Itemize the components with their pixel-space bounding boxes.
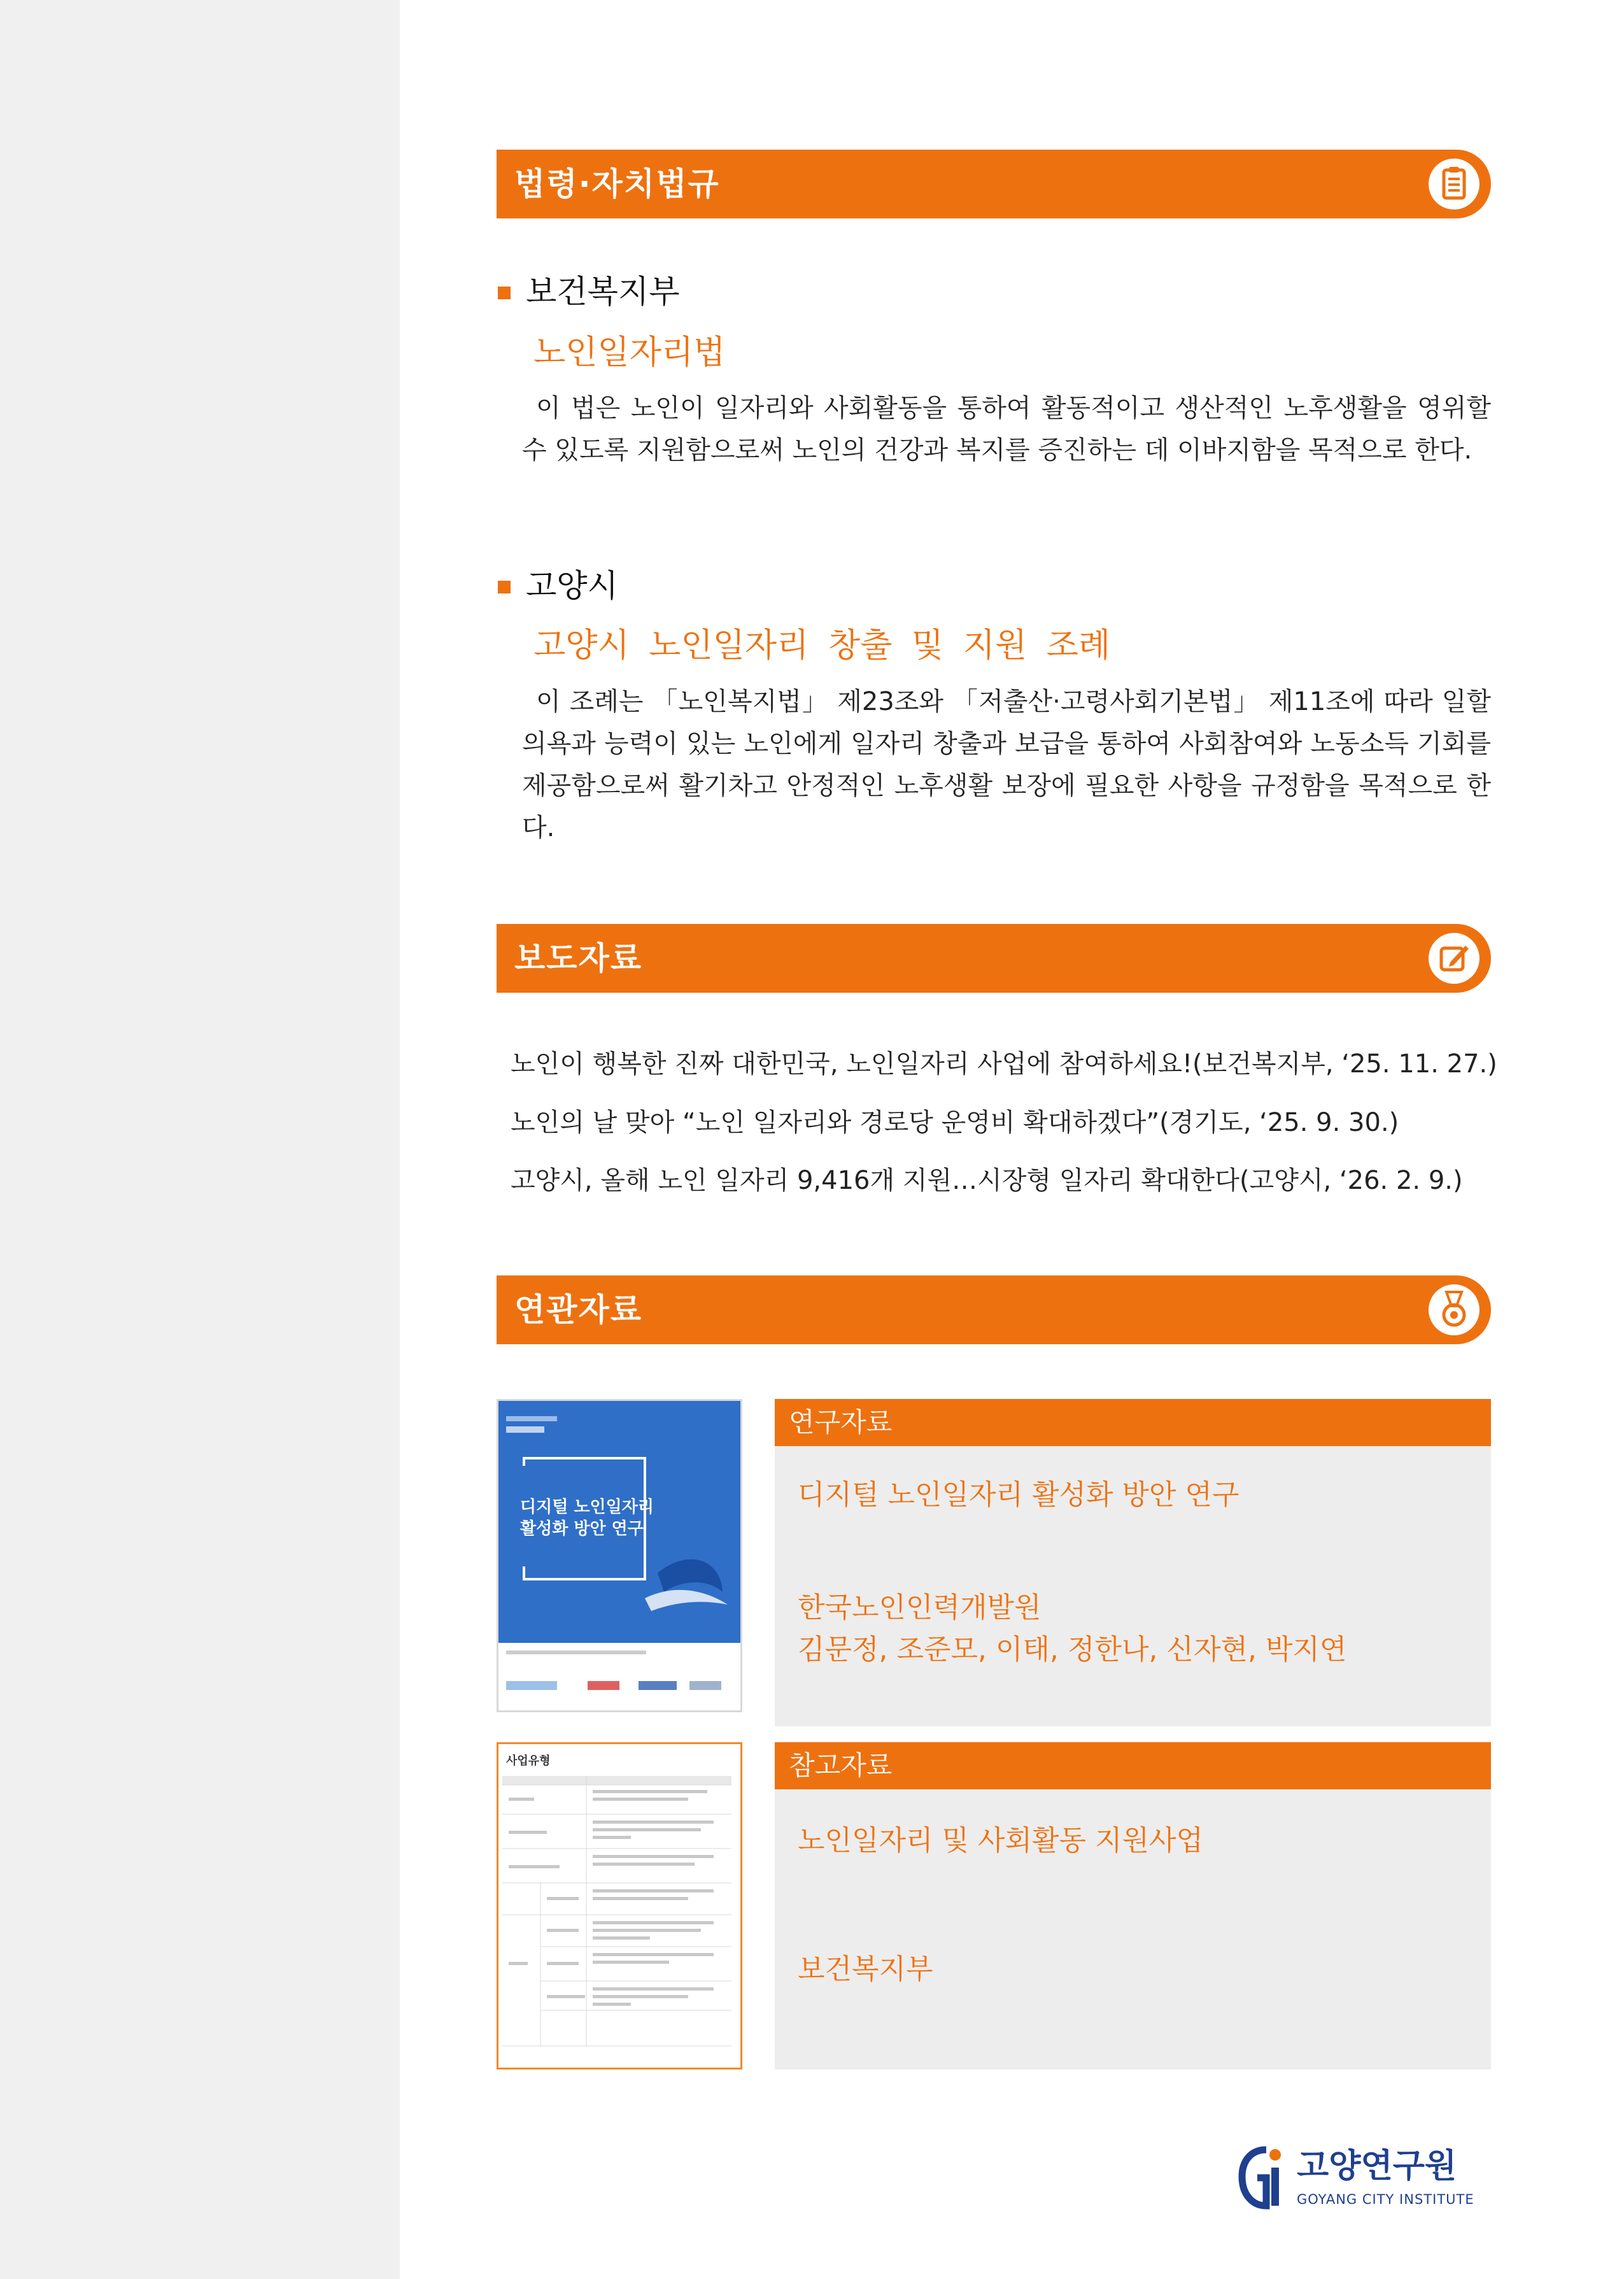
research-box-label: 연구자료	[775, 1399, 1491, 1446]
thumbnail-table-graphic	[502, 1776, 738, 2062]
law-group-1-org: 보건복지부	[526, 273, 680, 310]
institute-logo	[1238, 2142, 1491, 2219]
law-section-title: 법령·자치법규	[514, 166, 720, 202]
research-publisher: 한국노인인력개발원	[798, 1591, 1041, 1624]
square-bullet-icon	[498, 581, 511, 593]
square-bullet-icon	[498, 287, 511, 299]
related-section-header	[497, 1275, 1491, 1344]
reference-box-label: 참고자료	[775, 1742, 1491, 1789]
reference-thumbnail[interactable]	[497, 1742, 742, 2070]
left-margin-panel	[0, 0, 400, 2279]
reference-title[interactable]: 노인일자리 및 사회활동 지원사업	[798, 1824, 1204, 1857]
law-section-header	[497, 150, 1491, 218]
reference-box	[775, 1742, 1491, 2070]
press-item[interactable]: 노인의 날 맞아 “노인 일자리와 경로당 운영비 확대하겠다”(경기도, ‘25. 9. 30.)	[511, 1108, 1399, 1137]
law-group-1-law-name: 노인일자리법	[533, 334, 726, 372]
press-section-header	[497, 924, 1491, 993]
law-group-2-org: 고양시	[526, 567, 618, 604]
medal-icon	[1429, 1284, 1479, 1335]
reference-publisher: 보건복지부	[798, 1953, 933, 1985]
law-group-1-description: 이 법은 노인이 일자리와 사회활동을 통하여 활동적이고 생산적인 노후생활을 영위할 수 있도록 지원함으로써 노인의 건강과 복지를 증진하는 데 이바지함을 목적으로 한다.	[522, 394, 1491, 465]
edit-icon	[1429, 933, 1479, 984]
press-item[interactable]: 노인이 행복한 진짜 대한민국, 노인일자리 사업에 참여하세요!(보건복지부, ‘25. 11. 27.)	[511, 1049, 1497, 1079]
research-title[interactable]: 디지털 노인일자리 활성화 방안 연구	[798, 1479, 1239, 1511]
logo-english-name: GOYANG CITY INSTITUTE	[1297, 2192, 1474, 2207]
cover-title: 디지털 노인일자리 활성화 방안 연구	[520, 1498, 654, 1538]
research-box	[775, 1399, 1491, 1726]
logo-korean-name: 고양연구원	[1297, 2147, 1457, 2185]
research-authors: 김문정, 조준모, 이태, 정한나, 신자현, 박지연	[798, 1633, 1347, 1666]
law-group-2-description: 이 조례는 「노인복지법」 제23조와 「저출산·고령사회기본법」 제11조에 따라 일할 의욕과 능력이 있는 노인에게 일자리 창출과 보급을 통하여 사회참여와 노동소득 기회를 제공함으로써 활기차고 안정적인 노후생활 보장에 필요한 사항을 규정함을 목적으로 한다.	[522, 687, 1491, 842]
cover-authors-band	[498, 1643, 740, 1710]
press-section-title: 보도자료	[514, 940, 643, 977]
clipboard-icon	[1429, 159, 1479, 209]
research-report-cover[interactable]	[497, 1399, 742, 1712]
thumbnail-heading: 사업유형	[506, 1754, 551, 1768]
related-section-title: 연관자료	[514, 1291, 643, 1328]
press-item[interactable]: 고양시, 올해 노인 일자리 9,416개 지원…시장형 일자리 확대한다(고양시, ‘26. 2. 9.)	[511, 1166, 1463, 1195]
law-group-2-law-name: 고양시 노인일자리 창출 및 지원 조례	[533, 627, 1111, 665]
logo-mark	[1238, 2143, 1287, 2210]
